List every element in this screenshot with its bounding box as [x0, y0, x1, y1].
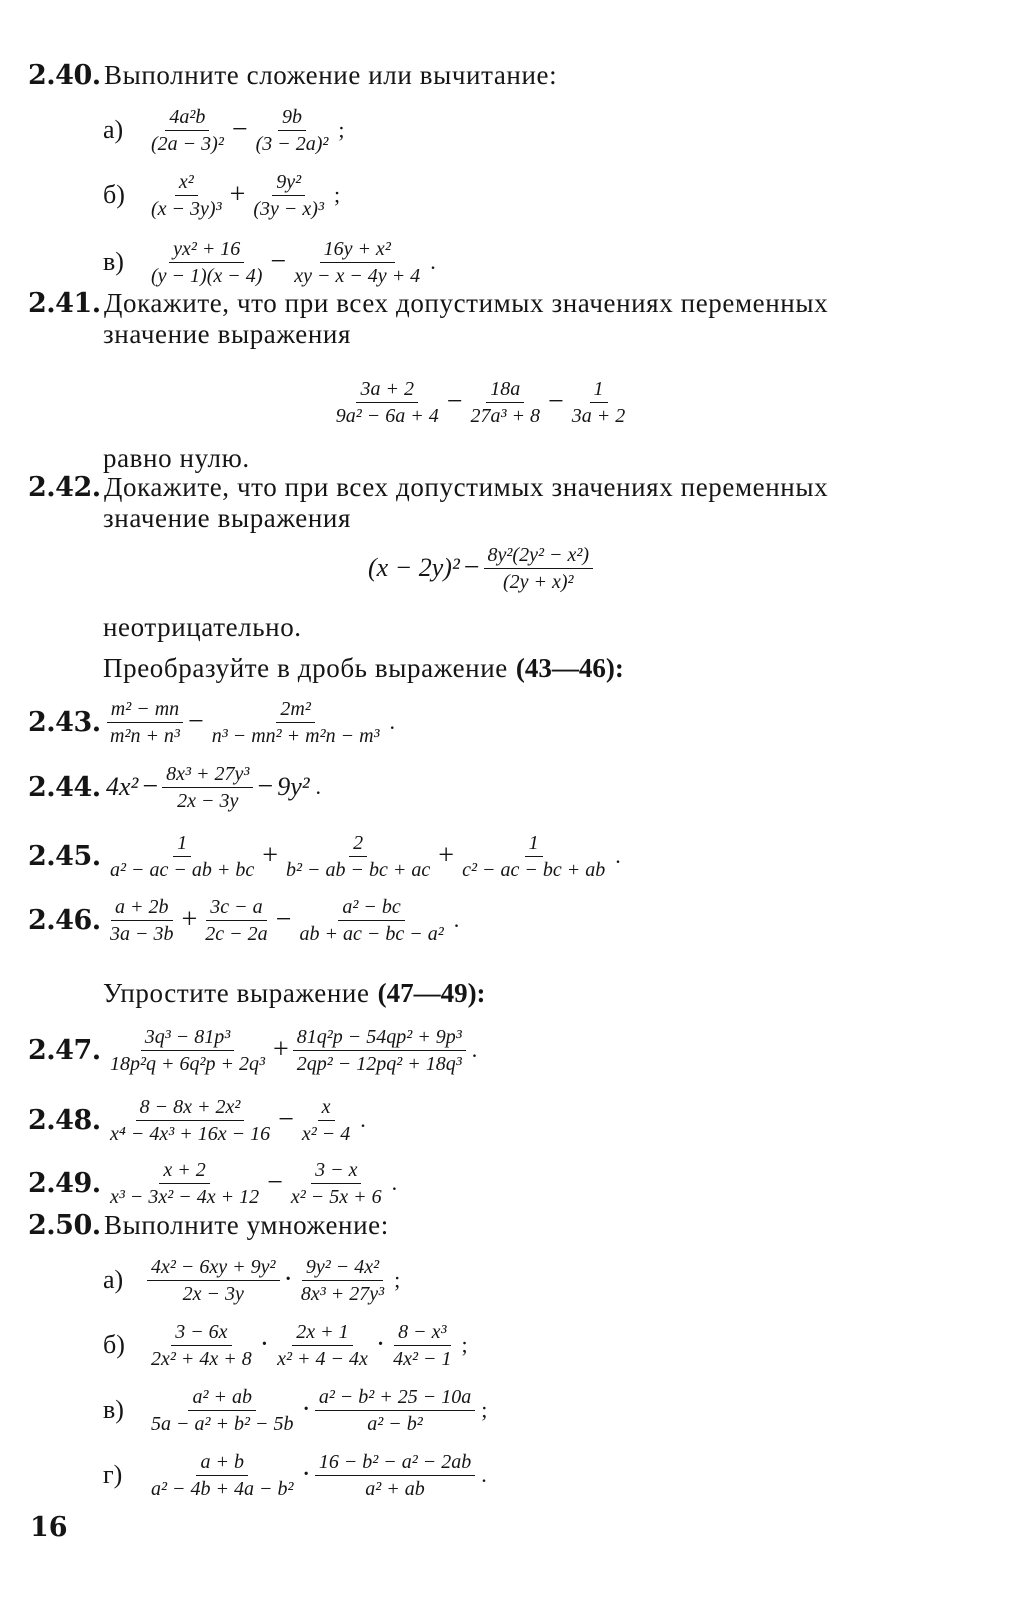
denominator: 4x² − 1: [393, 1347, 452, 1370]
denominator: 8x³ + 27y³: [300, 1282, 385, 1305]
fraction: [208, 697, 384, 748]
numerator: 9y²: [272, 170, 305, 196]
operator: ·: [283, 1264, 293, 1295]
denominator: 2x − 3y: [177, 789, 239, 812]
fraction: [315, 1385, 475, 1436]
problem-number: 2.47.: [28, 1034, 101, 1066]
fraction: [568, 377, 630, 428]
operator: +: [438, 840, 455, 871]
numerator: x + 2: [159, 1158, 209, 1184]
problem-2-42-expression: [0, 536, 961, 600]
numerator: a² + ab: [188, 1385, 256, 1411]
problem-text: Выполните умножение:: [104, 1209, 389, 1240]
punctuation: .: [391, 1170, 398, 1195]
problem-2-41-expression: [0, 370, 961, 434]
denominator: 9a² − 6a + 4: [335, 404, 439, 427]
numerator: 18a: [486, 377, 524, 403]
operator: −: [548, 386, 564, 417]
numerator: a² − bc: [338, 895, 404, 921]
numerator: 4x² − 6xy + 9y²: [147, 1255, 280, 1281]
section-heading: [103, 961, 486, 1025]
operator: −: [270, 246, 287, 277]
denominator: ab + ac − bc − a²: [299, 922, 444, 945]
problem-number: 2.43.: [28, 706, 101, 738]
problem-2-40-b: [103, 163, 340, 227]
operator: +: [262, 840, 279, 871]
numerator: x: [318, 1095, 335, 1121]
fraction: [106, 1095, 274, 1146]
numerator: 81q²p − 54qp² + 9p³: [293, 1025, 466, 1051]
problem-text: Преобразуйте в дробь выражение: [103, 652, 508, 683]
operator: −: [187, 706, 204, 737]
problem-number: 2.40.: [28, 59, 101, 91]
fraction: [147, 170, 226, 221]
denominator: 18p²q + 6q²p + 2q³: [110, 1052, 265, 1075]
denominator: (x − 3y)³: [151, 197, 222, 220]
subitem-label: б): [103, 180, 125, 209]
fraction: [201, 895, 271, 946]
denominator: x² + 4 − 4x: [277, 1347, 368, 1370]
fraction: [332, 377, 443, 428]
problem-number: 2.49.: [28, 1167, 101, 1199]
operator: +: [272, 1034, 289, 1065]
denominator: x³ − 3x² − 4x + 12: [110, 1185, 260, 1208]
punctuation: ;: [338, 117, 345, 142]
problem-range: (43—46):: [515, 652, 624, 683]
operator: −: [257, 771, 274, 802]
fraction: [273, 1320, 372, 1371]
numerator: 1: [590, 377, 608, 403]
denominator: 2x² + 4x + 8: [151, 1347, 252, 1370]
numerator: 3 − 6x: [171, 1320, 231, 1346]
problem-number: 2.44.: [28, 771, 101, 803]
punctuation: ;: [461, 1332, 468, 1357]
problem-text: [103, 302, 351, 366]
denominator: 2qp² − 12pq² + 18q³: [296, 1052, 462, 1075]
operator: ·: [301, 1394, 311, 1425]
numerator: 1: [173, 831, 191, 857]
fraction: [106, 895, 178, 946]
page-number: 16: [30, 1512, 68, 1543]
problem-2-46: [28, 888, 459, 952]
operator: +: [229, 179, 246, 210]
problem-range: (47—49):: [377, 977, 486, 1008]
numerator: a² − b² + 25 − 10a: [315, 1385, 475, 1411]
problem-number: 2.48.: [28, 1104, 101, 1136]
operator: −: [463, 552, 480, 583]
numerator: x²: [175, 170, 198, 196]
fraction: [298, 1095, 354, 1146]
numerator: a + b: [196, 1450, 248, 1476]
numerator: 8x³ + 27y³: [162, 762, 253, 788]
denominator: (2a − 3)²: [151, 132, 224, 155]
denominator: xy − x − 4y + 4: [294, 264, 421, 287]
punctuation: .: [453, 907, 460, 932]
denominator: c² − ac − bc + ab: [462, 858, 606, 881]
numerator: 16y + x²: [320, 237, 395, 263]
problem-text: Упростите выражение: [103, 977, 370, 1008]
numerator: 16 − b² − a² − 2ab: [315, 1450, 475, 1476]
punctuation: ;: [333, 182, 341, 207]
numerator: m² − mn: [107, 697, 183, 723]
operator: −: [142, 771, 159, 802]
operator: −: [231, 114, 248, 145]
punctuation: .: [360, 1107, 366, 1132]
fraction: [162, 762, 253, 813]
problem-2-50-a: [103, 1248, 400, 1312]
denominator: 2c − 2a: [205, 922, 268, 945]
fraction: [147, 105, 228, 156]
fraction: [106, 697, 184, 748]
denominator: a² − 4b + 4a − b²: [151, 1477, 294, 1500]
numerator: 9b: [278, 105, 306, 131]
denominator: b² − ab − bc + ac: [286, 858, 431, 881]
problem-text: Выполните сложение или вычитание:: [104, 59, 558, 90]
numerator: 8 − 8x + 2x²: [136, 1095, 245, 1121]
numerator: 3 − x: [311, 1158, 361, 1184]
problem-number: 2.46.: [28, 904, 101, 936]
numerator: 8 − x³: [394, 1320, 450, 1346]
subitem-label: в): [103, 247, 124, 276]
punctuation: .: [481, 1462, 487, 1487]
problem-2-45: [28, 824, 621, 888]
numerator: yx² + 16: [169, 237, 244, 263]
denominator: 2x − 3y: [182, 1282, 244, 1305]
problem-2-50-g: [103, 1443, 487, 1507]
operator: ·: [301, 1459, 311, 1490]
punctuation: .: [315, 774, 322, 799]
numerator: 2: [349, 831, 367, 857]
term: 4x²: [106, 772, 139, 801]
subitem-label: а): [103, 1265, 124, 1294]
fraction: [389, 1320, 455, 1371]
numerator: 3a + 2: [356, 377, 418, 403]
fraction: [458, 831, 609, 882]
numerator: 4a²b: [165, 105, 209, 131]
problem-2-48: [28, 1088, 366, 1152]
denominator: (3 − 2a)²: [255, 132, 329, 155]
denominator: x² − 5x + 6: [290, 1185, 382, 1208]
operator: −: [278, 1104, 294, 1135]
operator: +: [181, 904, 198, 935]
problem-2-50-b: [103, 1313, 468, 1377]
fraction: [252, 105, 333, 156]
punctuation: .: [389, 709, 396, 734]
fraction: [249, 170, 328, 221]
denominator: 5a − a² + b² − 5b: [151, 1412, 294, 1435]
denominator: n³ − mn² + m²n − m³: [211, 724, 380, 747]
operator: ·: [375, 1329, 386, 1360]
fraction: [106, 831, 258, 882]
problem-number: 2.50.: [28, 1209, 101, 1241]
numerator: 1: [525, 831, 543, 857]
punctuation: ;: [394, 1267, 401, 1292]
denominator: (y − 1)(x − 4): [151, 264, 263, 287]
operator: −: [267, 1167, 283, 1198]
problem-2-47: [28, 1018, 477, 1082]
denominator: a² − ac − ab + bc: [110, 858, 255, 881]
subitem-label: г): [103, 1460, 123, 1489]
problem-text: равно нулю.: [103, 442, 250, 473]
punctuation: ;: [481, 1397, 488, 1422]
fraction: [147, 1450, 297, 1501]
fraction: [282, 831, 434, 882]
subitem-label: в): [103, 1395, 124, 1424]
denominator: x² − 4: [301, 1122, 351, 1145]
punctuation: .: [471, 1037, 478, 1062]
numerator: 8y²(2y² − x²): [484, 543, 593, 569]
problem-number: 2.42.: [28, 471, 101, 503]
operator: −: [275, 904, 292, 935]
term: (x − 2y)²: [368, 553, 460, 582]
problem-number: 2.41.: [28, 287, 101, 319]
denominator: 3a − 3b: [110, 922, 174, 945]
punctuation: .: [615, 843, 621, 868]
denominator: (3y − x)³: [253, 197, 324, 220]
numerator: 9y² − 4x²: [302, 1255, 383, 1281]
numerator: 2m²: [276, 697, 314, 723]
problem-number: 2.45.: [28, 840, 101, 872]
numerator: 3q³ − 81p³: [141, 1025, 235, 1051]
numerator: 3c − a: [206, 895, 266, 921]
denominator: a² − b²: [367, 1412, 423, 1435]
problem-2-43: [28, 690, 395, 754]
denominator: 3a + 2: [571, 404, 626, 427]
problem-text: Докажите, что при всех допустимых значениях переменных: [104, 471, 829, 502]
fraction: [147, 1255, 280, 1306]
numerator: a + 2b: [111, 895, 173, 921]
fraction: [295, 895, 447, 946]
fraction: [293, 1025, 466, 1076]
denominator: 27a³ + 8: [470, 404, 540, 427]
fraction: [297, 1255, 388, 1306]
denominator: m²n + n³: [110, 724, 180, 747]
fraction: [147, 1385, 297, 1436]
problem-2-50-v: [103, 1378, 487, 1442]
subitem-label: а): [103, 115, 124, 144]
denominator: x⁴ − 4x³ + 16x − 16: [110, 1122, 271, 1145]
fraction: [467, 377, 545, 428]
denominator: a² + ab: [365, 1477, 425, 1500]
operator: −: [446, 386, 463, 417]
term: 9y²: [277, 772, 310, 801]
problem-text: Докажите, что при всех допустимых значениях переменных: [104, 287, 829, 318]
fraction: [315, 1450, 475, 1501]
fraction: [147, 1320, 256, 1371]
subitem-label: б): [103, 1330, 125, 1359]
problem-text: значение выражения: [103, 502, 351, 533]
problem-text: значение выражения: [103, 318, 351, 349]
problem-2-40-a: [103, 98, 345, 162]
operator: ·: [259, 1329, 270, 1360]
numerator: 2x + 1: [292, 1320, 352, 1346]
problem-2-44: [28, 755, 321, 819]
fraction: [106, 1025, 269, 1076]
punctuation: .: [430, 249, 436, 274]
denominator: (2y + x)²: [502, 570, 574, 593]
fraction: [484, 543, 593, 594]
problem-text: неотрицательно.: [103, 611, 302, 642]
